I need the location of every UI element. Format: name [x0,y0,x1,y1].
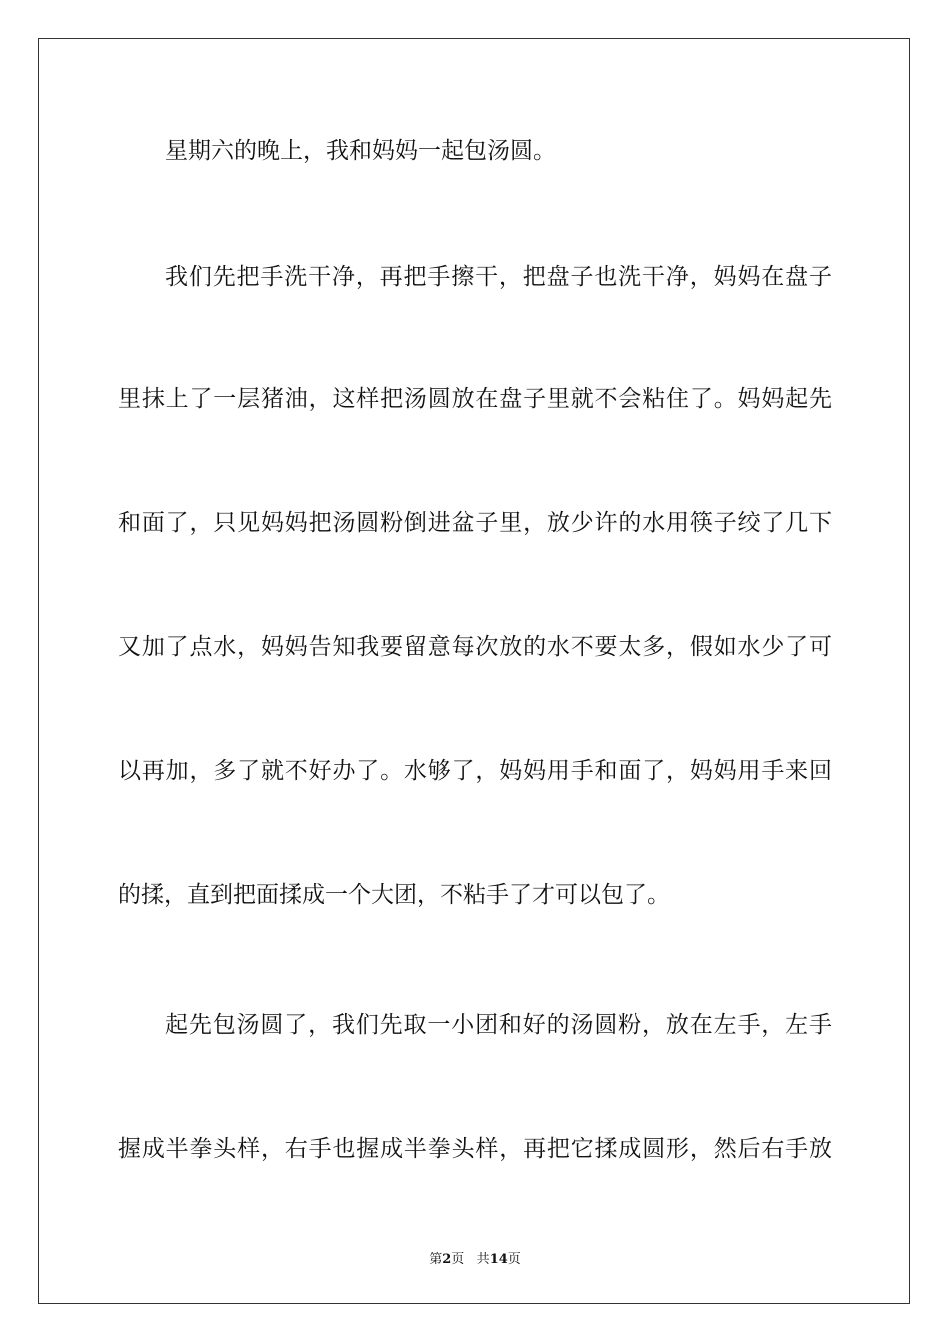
footer-total-suffix: 页 [507,1252,521,1267]
page-footer [0,1248,950,1267]
paragraph-2-line-5: 以再加，多了就不好办了。水够了，妈妈用手和面了，妈妈用手来回 [118,758,832,784]
footer-page-suffix: 页 [451,1252,465,1267]
footer-total-pages: 14 [489,1252,508,1267]
footer-page-number: 2 [442,1252,452,1267]
paragraph-1-line-1: 星期六的晚上，我和妈妈一起包汤圆。 [165,138,556,164]
paragraph-2-line-2: 里抹上了一层猪油，这样把汤圆放在盘子里就不会粘住了。妈妈起先 [118,386,832,412]
paragraph-3-line-2: 握成半拳头样，右手也握成半拳头样，再把它揉成圆形，然后右手放 [118,1136,832,1162]
footer-total-prefix: 共 [476,1252,490,1267]
paragraph-2-line-6: 的揉，直到把面揉成一个大团，不粘手了才可以包了。 [118,882,670,908]
paragraph-2-line-4: 又加了点水，妈妈告知我要留意每次放的水不要太多，假如水少了可 [118,634,832,660]
paragraph-2-line-3: 和面了，只见妈妈把汤圆粉倒进盆子里，放少许的水用筷子绞了几下 [118,510,832,536]
paragraph-2-line-1: 我们先把手洗干净，再把手擦干，把盘子也洗干净，妈妈在盘子 [165,264,832,290]
footer-page-prefix: 第 [429,1252,443,1267]
paragraph-3-line-1: 起先包汤圆了，我们先取一小团和好的汤圆粉，放在左手，左手 [165,1012,832,1038]
page-border [38,38,910,1304]
